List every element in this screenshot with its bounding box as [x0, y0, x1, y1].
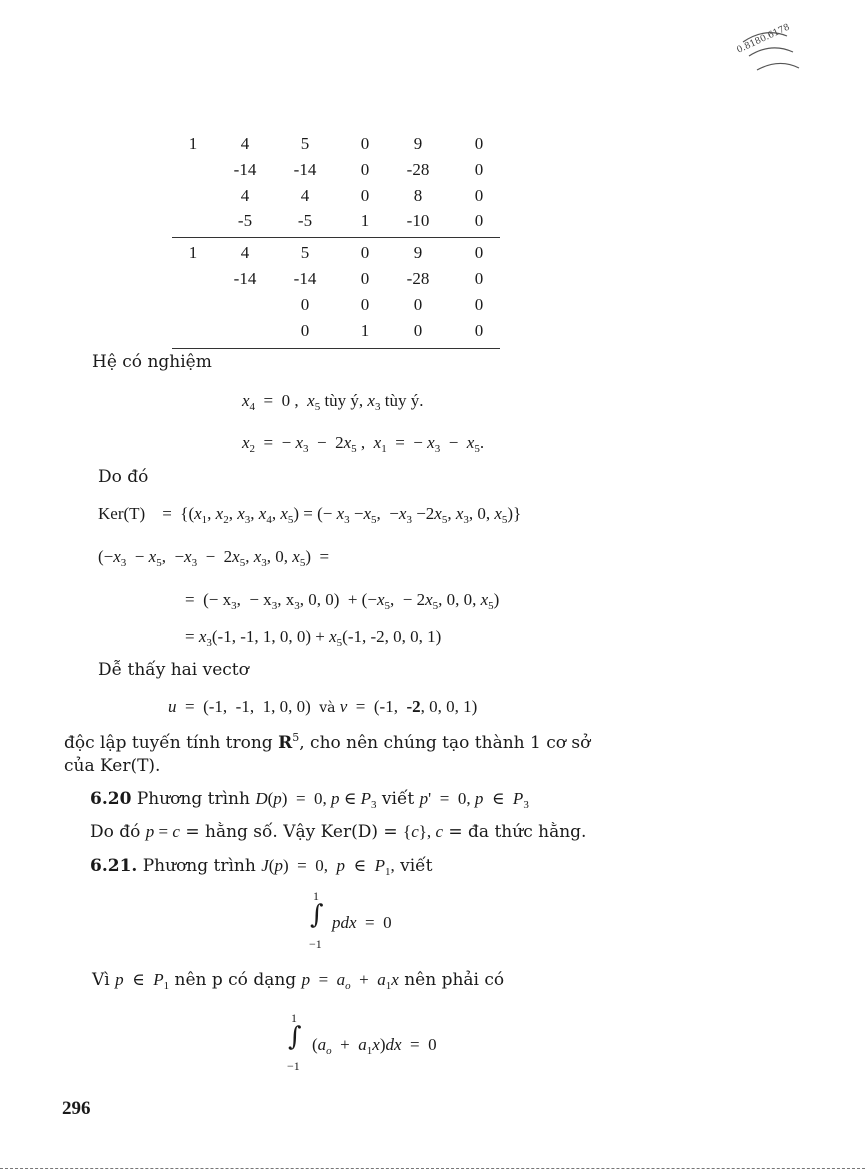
- text-doc-lap: độc lập tuyến tính trong: [64, 733, 273, 753]
- matrix-cell: 0: [360, 186, 370, 205]
- text-ker-t: Ker(T): [98, 504, 146, 523]
- text-cho-nen: , cho nên chúng tạo thành 1 cơ sở: [299, 733, 591, 753]
- matrix-cell: 4: [240, 134, 250, 153]
- matrix-cell: 1: [360, 321, 370, 340]
- matrix-cell: 0: [474, 321, 484, 340]
- matrix-separator: [172, 348, 500, 349]
- matrix-cell: 0: [300, 295, 310, 314]
- matrix-cell: -14: [233, 160, 257, 179]
- matrix-cell: 5: [300, 134, 310, 153]
- matrix-cell: 1: [188, 243, 198, 262]
- text-hang-so: = hằng số. Vậy Ker(D) =: [185, 822, 398, 842]
- matrix-cell: 8: [413, 186, 423, 205]
- text-de-thay: Dễ thấy hai vectơ: [98, 660, 249, 680]
- section-number-6-21: 6.21.: [90, 856, 138, 876]
- text-viet-2: viết: [400, 856, 433, 876]
- paragraph-6-21-line-1: 6.21. Phương trình J(p) = 0, p ∈ $P_1$, viết: [90, 856, 433, 878]
- matrix-cell: 5: [300, 243, 310, 262]
- text-vi: Vì: [92, 970, 110, 990]
- matrix-cell: 0: [360, 134, 370, 153]
- integral-body: $(a_o + a_1x)dx = 0$: [312, 1035, 437, 1057]
- equation-vector-combination: = $x_3(-1$, -1, 1, 0, $0) + x_5(-1$, -2, 0, 0, 1): [185, 627, 442, 649]
- matrix-cell: 0: [474, 295, 484, 314]
- matrix-separator: [172, 237, 500, 238]
- matrix-cell: -28: [406, 160, 430, 179]
- matrix-cell: 0: [360, 295, 370, 314]
- matrix-cell: 0: [474, 269, 484, 288]
- text-phuong-trinh-2: Phương trình: [142, 856, 256, 876]
- text-nen-p-co-dang: nên p có dạng: [174, 970, 297, 990]
- matrix-cell: 9: [413, 243, 423, 262]
- paragraph-6-20-line-1: 6.20 Phương trình D(p) = 0, p ∈ $P_3$ viết p' = 0, p ∈ $P_3$: [90, 789, 529, 811]
- matrix-cell: 4: [240, 243, 250, 262]
- paragraph-6-20-line-2: Do đó p = c = hằng số. Vậy Ker(D) = {c}, c = đa thức hằng.: [90, 822, 587, 842]
- matrix-cell: 4: [300, 186, 310, 205]
- paragraph-vi-p: Vì p ∈ $P_1$ nên p có dạng $p = a_o + a_1x$ nên phải có: [92, 970, 505, 992]
- matrix-cell: 9: [413, 134, 423, 153]
- matrix-cell: -5: [297, 211, 313, 230]
- text-phuong-trinh: Phương trình: [136, 789, 250, 809]
- text-tuy-y: tùy ý: [384, 391, 420, 410]
- integral-lower-limit: −1: [287, 1059, 300, 1073]
- section-number-6-20: 6.20: [90, 789, 132, 809]
- matrix-cell: -28: [406, 269, 430, 288]
- matrix-cell: -10: [406, 211, 430, 230]
- text-do-do-2: Do đó: [90, 822, 141, 842]
- matrix-cell: -14: [293, 269, 317, 288]
- page-number: 296: [62, 1098, 91, 1119]
- matrix-cell: 0: [360, 243, 370, 262]
- matrix-cell: 0: [474, 160, 484, 179]
- matrix-cell: -14: [293, 160, 317, 179]
- matrix-cell: 1: [360, 211, 370, 230]
- text-do-do: Do đó: [98, 467, 149, 487]
- integral-lower-limit: −1: [309, 937, 322, 951]
- text-viet: viết: [381, 789, 415, 809]
- equation-vectors-u-v: u = (-1, -1, 1, 0, 0) và v = (-1, -2, 0, 0, 1): [168, 697, 478, 716]
- text-cua-ker: của Ker(T).: [64, 756, 161, 776]
- matrix-cell: -5: [237, 211, 253, 230]
- matrix-cell: 4: [240, 186, 250, 205]
- matrix-cell: 0: [413, 295, 423, 314]
- integral-upper-limit: 1: [313, 889, 319, 903]
- matrix-cell: 0: [300, 321, 310, 340]
- library-stamp: [735, 22, 805, 92]
- integral-body: pdx = 0: [332, 913, 392, 932]
- text-va: và: [319, 700, 336, 716]
- integral-sign: ∫: [310, 900, 324, 930]
- text-tuy-y: tùy ý: [324, 391, 359, 410]
- text-doc-lap-line: độc lập tuyến tính trong $R^5$, cho nên chúng tạo thành 1 cơ sở: [64, 731, 591, 753]
- equation-solution-2: $x_2$ = − $x_3 - 2x_5$ , $x_1$ = − $x_3 - x_5$.: [242, 433, 485, 455]
- integral-sign: ∫: [288, 1022, 302, 1052]
- text-he-co-nghiem: Hệ có nghiệm: [92, 352, 212, 372]
- matrix-cell: 0: [474, 134, 484, 153]
- matrix-cell: -14: [233, 269, 257, 288]
- matrix-cell: 0: [474, 211, 484, 230]
- equation-vector-split: = (− $x_3$, − $x_3$, $x_3$, 0, $0) + (-x_5$, − $2x_5$, 0, 0, $x_5$): [185, 590, 500, 612]
- text-nen-phai-co: nên phải có: [404, 970, 505, 990]
- matrix-cell: 0: [474, 243, 484, 262]
- matrix-cell: 0: [360, 269, 370, 288]
- equation-ker-t: Ker(T) = {($x_1$, $x_2$, $x_3$, $x_4$, $x_5$) = (− $x_3 -x_5$, $-x_3 -2x_5$, $x_3$, 0, $x_5$)}: [98, 504, 522, 526]
- text-da-thuc-hang: = đa thức hằng.: [448, 822, 587, 842]
- integral-upper-limit: 1: [291, 1011, 297, 1025]
- equation-vector-start: ($-x_3 - x_5$, $-x_3 - 2x_5$, $x_3$, 0, $x_5$) =: [98, 547, 330, 569]
- matrix-cell: 1: [188, 134, 198, 153]
- equation-solution-1: $x_4 = 0$ , $x_5$ tùy ý, $x_3$ tùy ý.: [242, 391, 424, 413]
- stamp-text: 0.8180.6178: [735, 22, 792, 56]
- page-bottom-border: [0, 1168, 865, 1169]
- matrix-cell: 0: [413, 321, 423, 340]
- matrix-cell: 0: [360, 160, 370, 179]
- matrix-cell: 0: [474, 186, 484, 205]
